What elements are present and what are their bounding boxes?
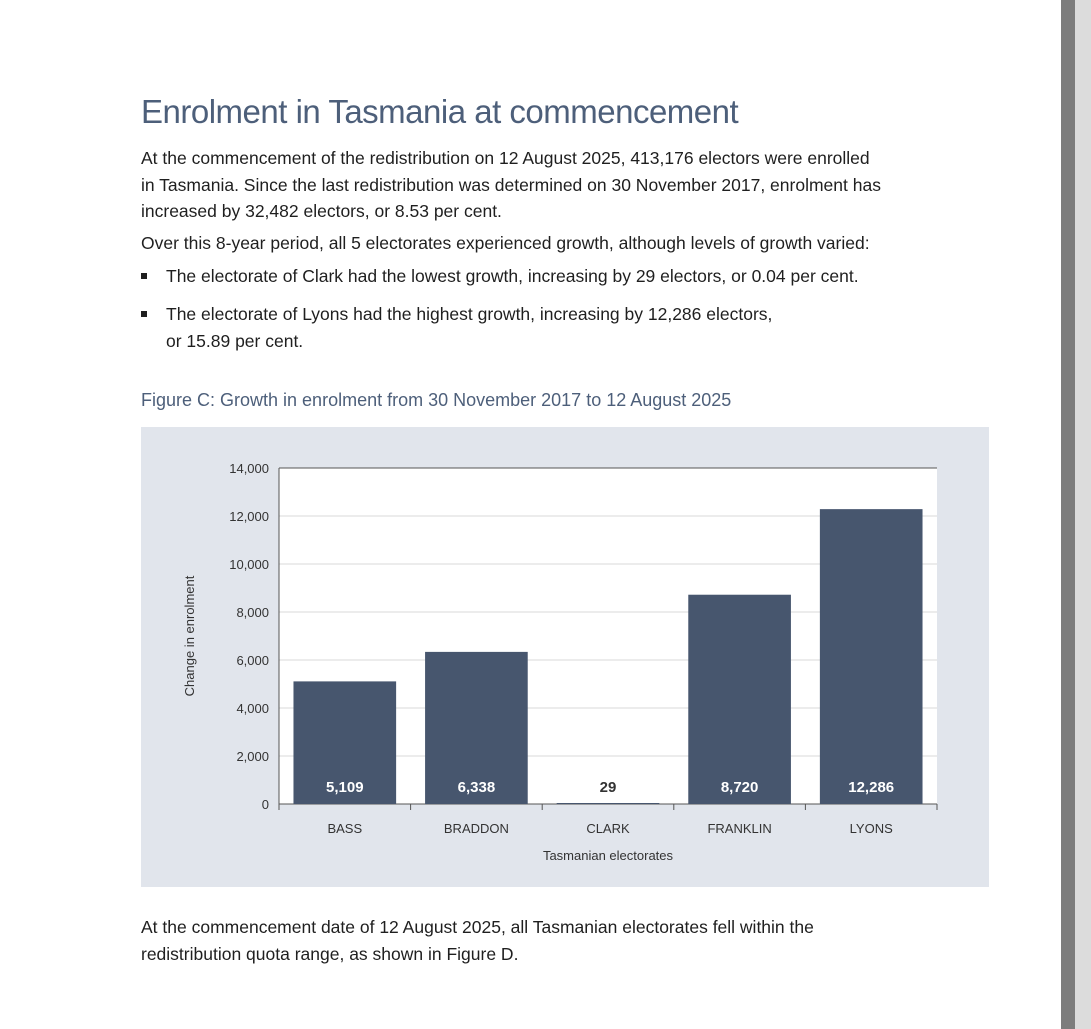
- y-tick-label: 12,000: [229, 509, 269, 524]
- chart-panel: [141, 427, 989, 887]
- x-category-label: FRANKLIN: [707, 821, 772, 836]
- closing-paragraph: [141, 914, 814, 967]
- y-tick-label: 0: [261, 797, 269, 812]
- bullet-line-2: or 15.89 per cent.: [166, 330, 304, 351]
- bar-value-label: 6,338: [457, 779, 496, 796]
- y-tick-label: 4,000: [236, 701, 269, 716]
- bar-value-label: 5,109: [326, 779, 364, 796]
- x-category-label: CLARK: [586, 821, 630, 836]
- y-tick-label: 8,000: [236, 605, 269, 620]
- closing-line-2: redistribution quota range, as shown in Figure D.: [141, 943, 519, 964]
- bar: [557, 803, 660, 804]
- section-heading: Enrolment in Tasmania at commencement: [141, 93, 739, 130]
- bar: [688, 595, 791, 804]
- intro-line-1: At the commencement of the redistribution on 12 August 2025, 413,176 electors were enrolled: [141, 148, 870, 168]
- x-category-label: BRADDON: [443, 821, 509, 836]
- bar-chart: [141, 427, 989, 887]
- intro-line-2: in Tasmania. Since the last redistribution was determined on 30 November 2017, enrolment has: [141, 174, 881, 195]
- figure-title: Figure C: Growth in enrolment from 30 November 2017 to 12 August 2025: [141, 390, 732, 410]
- bar: [820, 509, 923, 804]
- bullet-square-icon: [141, 273, 147, 279]
- intro-paragraph: [141, 145, 881, 225]
- bar-value-label: 8,720: [720, 779, 759, 796]
- x-category-label: BASS: [327, 821, 363, 836]
- x-category-label: LYONS: [849, 821, 893, 836]
- scrollbar-track[interactable]: [1061, 0, 1075, 1029]
- bullet-line-1: The electorate of Lyons had the highest growth, increasing by 12,286 electors,: [166, 304, 773, 324]
- y-tick-label: 10,000: [229, 557, 269, 572]
- period-paragraph: Over this 8-year period, all 5 electorates experienced growth, although levels of growth varied:: [141, 233, 870, 253]
- bar-value-label: 12,286: [848, 779, 895, 796]
- x-axis-title: Tasmanian electorates: [542, 848, 674, 863]
- bullet-square-icon: [141, 311, 147, 317]
- closing-line-1: At the commencement date of 12 August 2025, all Tasmanian electorates fell within the: [141, 917, 814, 937]
- scrollbar[interactable]: [1061, 0, 1091, 1029]
- bullet-item: [141, 263, 941, 290]
- bullet-item: [141, 301, 941, 355]
- bullet-text: [166, 301, 886, 354]
- y-axis-title: Change in enrolment: [182, 575, 197, 697]
- bullet-text: The electorate of Clark had the lowest growth, increasing by 29 electors, or 0.04 per cent.: [166, 266, 859, 286]
- y-tick-label: 6,000: [236, 653, 269, 668]
- y-tick-label: 2,000: [236, 749, 269, 764]
- y-tick-label: 14,000: [229, 461, 269, 476]
- intro-line-3: increased by 32,482 electors, or 8.53 per cent.: [141, 201, 502, 221]
- bar-value-label: 29: [599, 779, 617, 796]
